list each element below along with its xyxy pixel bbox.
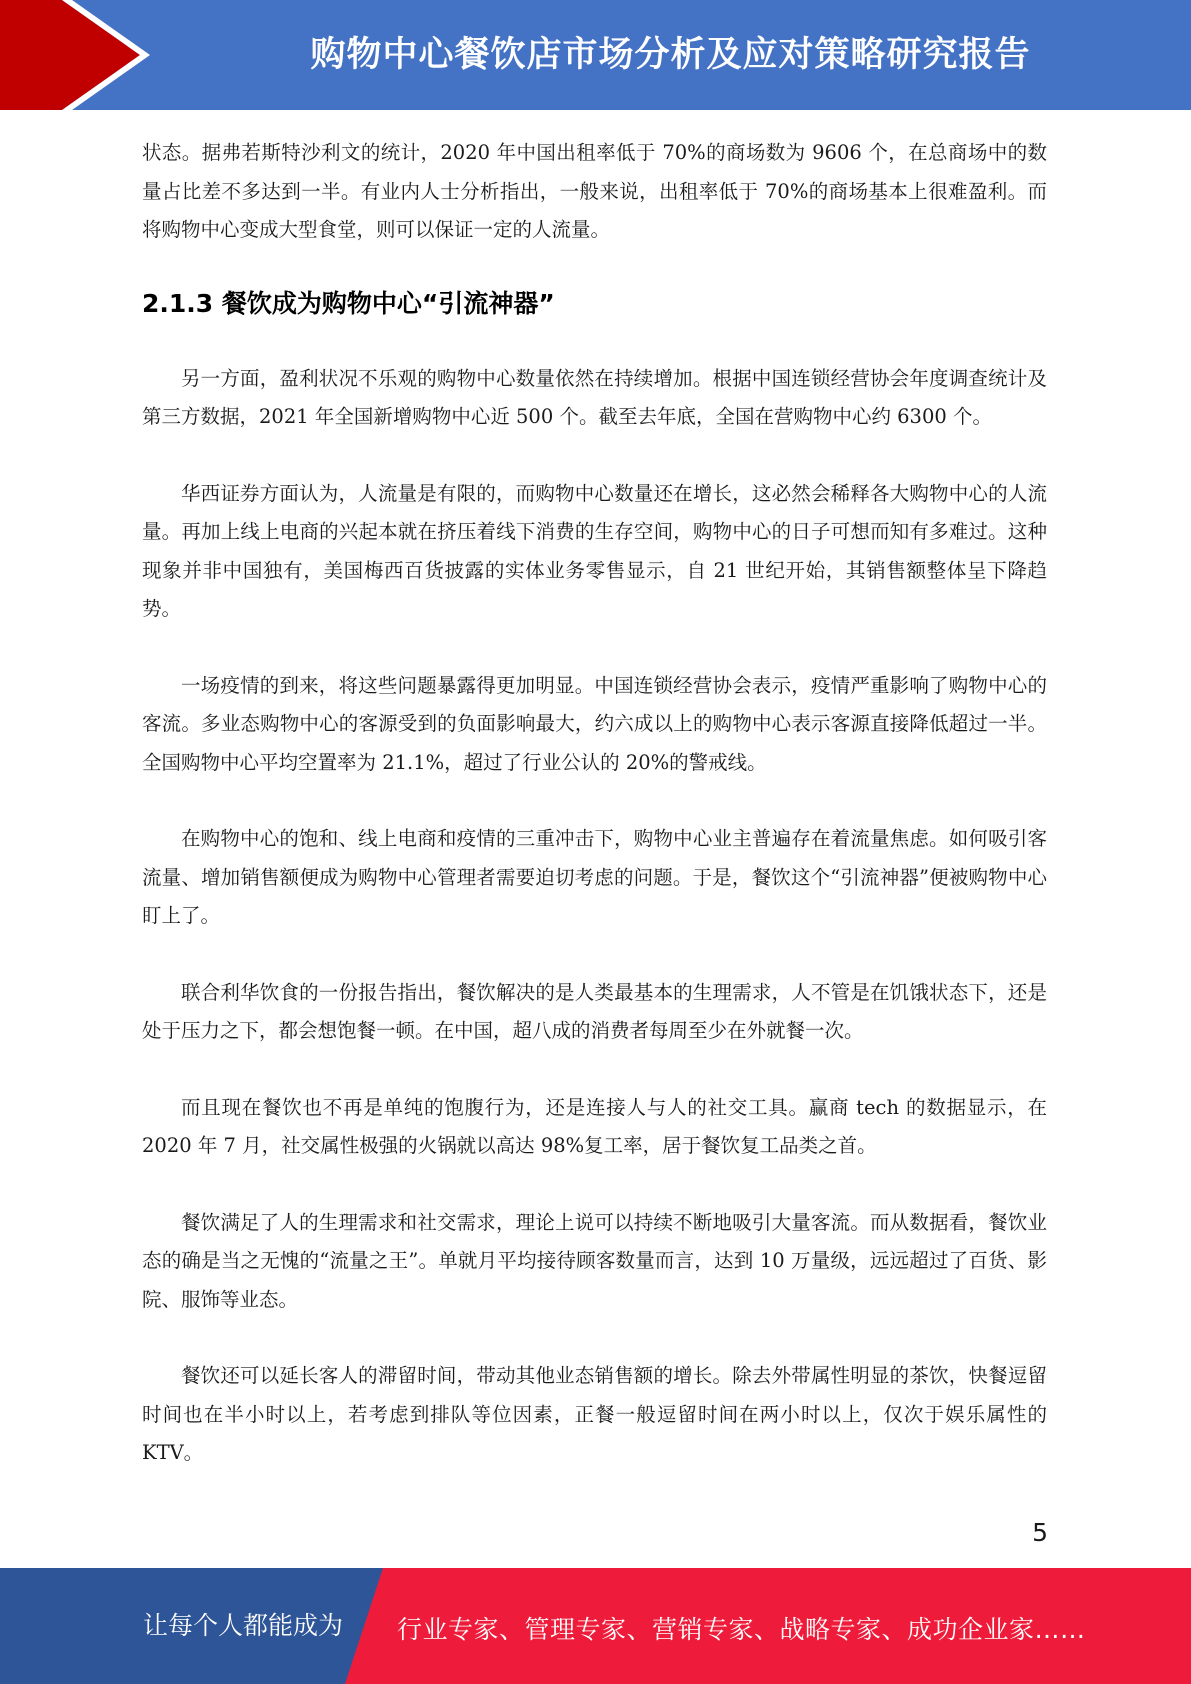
page-number: 5 bbox=[1032, 1518, 1048, 1547]
header-chevron-decoration bbox=[0, 0, 160, 110]
section-heading: 2.1.3 餐饮成为购物中心“引流神器” bbox=[142, 288, 555, 318]
body-paragraph: 而且现在餐饮也不再是单纯的饱腹行为，还是连接人与人的社交工具。赢商 tech 的数据显示，在 2020 年 7 月，社交属性极强的火锅就以高达 98%复工率，居于餐饮复工品类之首。 bbox=[142, 1095, 1047, 1157]
body-paragraph: 联合利华饮食的一份报告指出，餐饮解决的是人类最基本的生理需求，人不管是在饥饿状态下，还是处于压力之下，都会想饱餐一顿。在中国，超八成的消费者每周至少在外就餐一次。 bbox=[142, 980, 1047, 1042]
footer-slogan-right: 行业专家、管理专家、营销专家、战略专家、成功企业家…… bbox=[397, 1615, 1086, 1644]
page-body bbox=[142, 134, 1047, 1473]
page-footer bbox=[0, 1568, 1191, 1684]
body-paragraph: 一场疫情的到来，将这些问题暴露得更加明显。中国连锁经营协会表示，疫情严重影响了购物中心的客流。多业态购物中心的客源受到的负面影响最大，约六成以上的购物中心表示客源直接降低超过一半。全国购物中心平均空置率为 21.1%，超过了行业公认的 20%的警戒线。 bbox=[142, 673, 1047, 774]
body-paragraph: 另一方面，盈利状况不乐观的购物中心数量依然在持续增加。根据中国连锁经营协会年度调查统计及第三方数据，2021 年全国新增购物中心近 500 个。截至去年底，全国在营购物中心约 6300 个。 bbox=[142, 366, 1047, 428]
page-header bbox=[0, 0, 1191, 110]
body-paragraph: 餐饮满足了人的生理需求和社交需求，理论上说可以持续不断地吸引大量客流。而从数据看，餐饮业态的确是当之无愧的“流量之王”。单就月平均接待顾客数量而言，达到 10 万量级，远远超过了百货、影院、服饰等业态。 bbox=[142, 1210, 1047, 1311]
intro-paragraph: 状态。据弗若斯特沙利文的统计，2020 年中国出租率低于 70%的商场数为 9606 个，在总商场中的数量占比差不多达到一半。有业内人士分析指出，一般来说，出租率低于 70%的商场基本上很难盈利。而将购物中心变成大型食堂，则可以保证一定的人流量。 bbox=[142, 141, 1047, 241]
document-title: 购物中心餐饮店市场分析及应对策略研究报告 bbox=[310, 35, 1031, 75]
body-paragraph: 华西证券方面认为，人流量是有限的，而购物中心数量还在增长，这必然会稀释各大购物中心的人流量。再加上线上电商的兴起本就在挤压着线下消费的生存空间，购物中心的日子可想而知有多难过。这种现象并非中国独有，美国梅西百货披露的实体业务零售显示，自 21 世纪开始，其销售额整体呈下降趋势。 bbox=[142, 481, 1047, 620]
body-paragraph: 在购物中心的饱和、线上电商和疫情的三重冲击下，购物中心业主普遍存在着流量焦虑。如何吸引客流量、增加销售额便成为购物中心管理者需要迫切考虑的问题。于是，餐饮这个“引流神器”便被购物中心盯上了。 bbox=[142, 827, 1047, 927]
body-paragraph: 餐饮还可以延长客人的滞留时间，带动其他业态销售额的增长。除去外带属性明显的茶饮，快餐逗留时间也在半小时以上，若考虑到排队等位因素，正餐一般逗留时间在两小时以上，仅次于娱乐属性的 KTV。 bbox=[142, 1364, 1047, 1464]
footer-slogan-left: 让每个人都能成为 bbox=[143, 1611, 344, 1640]
